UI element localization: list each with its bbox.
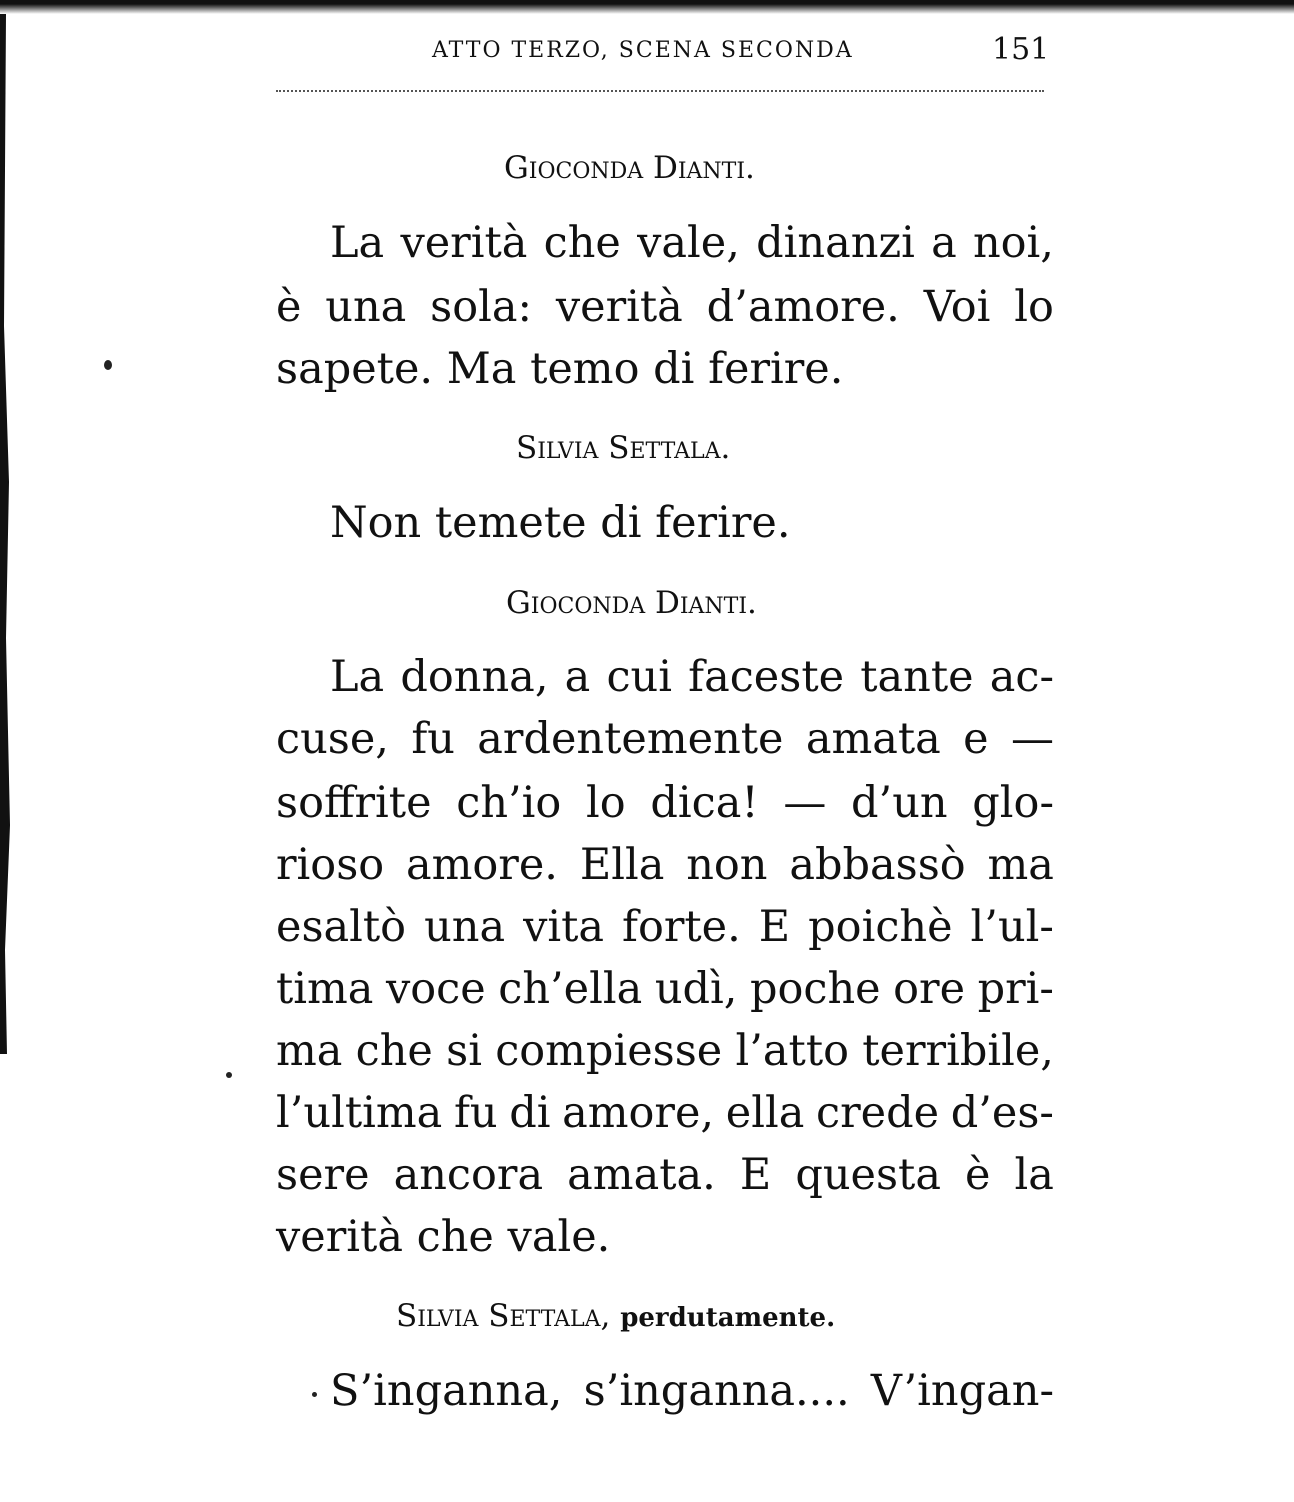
scan-speck: [104, 360, 112, 370]
text-line: tima voce ch’ella udì, poche ore pri-: [276, 964, 1054, 1014]
text-line: soffrite ch’io lo dica! — d’un glo-: [276, 778, 1054, 828]
text-line: Non temete di ferire.: [330, 498, 791, 548]
text-line: verità che vale.: [276, 1212, 611, 1262]
header-rule: [276, 90, 1044, 92]
text-line: sere ancora amata. E questa è la: [276, 1150, 1054, 1200]
text-line: l’ultima fu di amore, ella crede d’es-: [276, 1088, 1054, 1138]
running-head: ATTO TERZO, SCENA SECONDA: [432, 38, 854, 63]
speaker-name: Gioconda Dianti.: [504, 150, 755, 186]
page-number: 151: [992, 32, 1050, 67]
text-line: è una sola: verità d’amore. Voi lo: [276, 282, 1054, 332]
scan-speck: [226, 1072, 232, 1078]
text-line: esaltò una vita forte. E poichè l’ul-: [276, 902, 1054, 952]
stage-direction: perdutamente.: [620, 1303, 836, 1333]
text-line: La verità che vale, dinanzi a noi,: [330, 218, 1054, 268]
speaker-name: Silvia Settala,: [396, 1298, 611, 1334]
speaker-name: Gioconda Dianti.: [506, 585, 757, 621]
text-line: La donna, a cui faceste tante ac-: [330, 652, 1054, 702]
scan-left-edge: [0, 14, 10, 1054]
text-line: S’inganna, s’inganna.... V’ingan-: [330, 1366, 1054, 1416]
text-line: cuse, fu ardentemente amata e —: [276, 714, 1054, 764]
speaker-with-direction: [396, 1298, 835, 1334]
speaker-name: Silvia Settala.: [516, 430, 731, 466]
text-line: ma che si compiesse l’atto terribile,: [276, 1026, 1054, 1076]
scan-top-edge: [0, 0, 1294, 14]
scan-speck: [312, 1392, 317, 1397]
text-line: rioso amore. Ella non abbassò ma: [276, 840, 1054, 890]
text-line: sapete. Ma temo di ferire.: [276, 344, 844, 394]
